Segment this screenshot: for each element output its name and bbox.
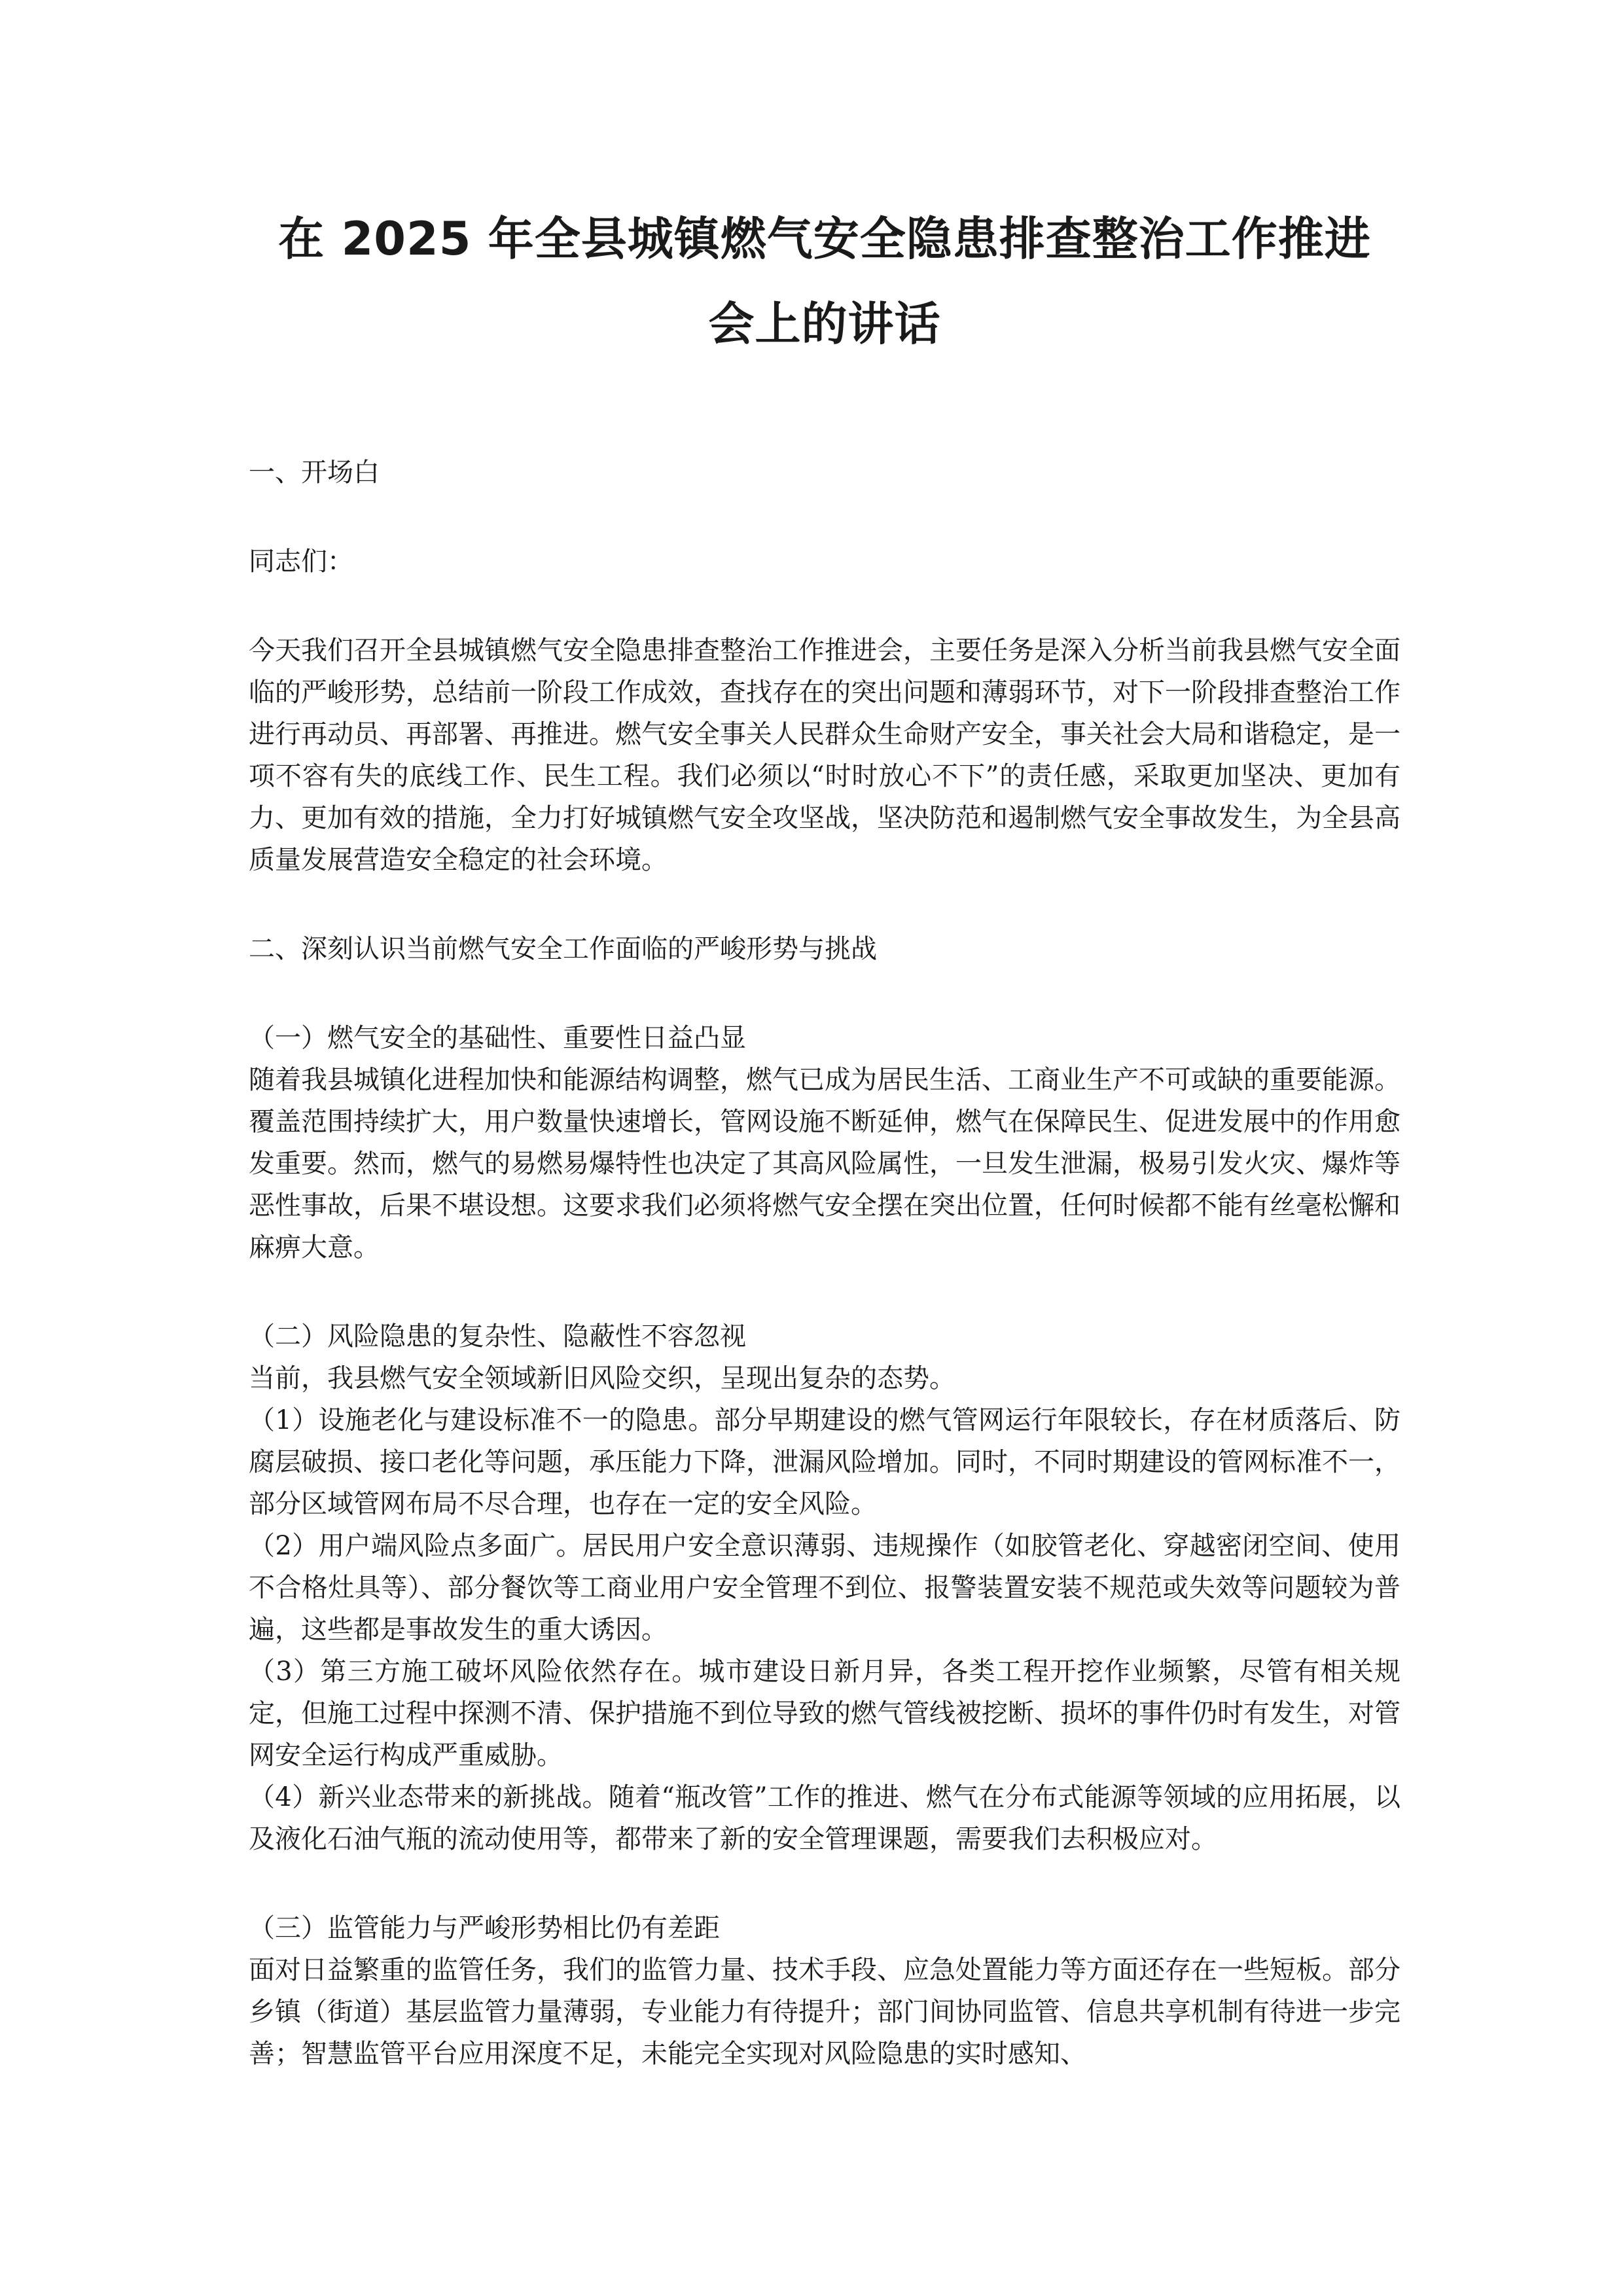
subsection-body: 随着我县城镇化进程加快和能源结构调整，燃气已成为居民生活、工商业生产不可或缺的重要能源。覆盖范围持续扩大，用户数量快速增长，管网设施不断延伸，燃气在保障民生、促进发展中的作用愈发重要。然而，燃气的易燃易爆特性也决定了其高风险属性，一旦发生泄漏，极易引发火灾、爆炸等恶性事故，后果不堪设想。这要求我们必须将燃气安全摆在突出位置，任何时候都不能有丝毫松懈和麻痹大意。 bbox=[249, 1065, 1400, 1263]
subsection-importance bbox=[249, 1017, 1400, 1268]
title-line-2: 会上的讲话 bbox=[708, 297, 941, 351]
section-heading-situation: 二、深刻认识当前燃气安全工作面临的严峻形势与挑战 bbox=[249, 934, 877, 964]
subsection-body: 面对日益繁重的监管任务，我们的监管力量、技术手段、应急处置能力等方面还存在一些短板。部分乡镇（街道）基层监管力量薄弱，专业能力有待提升；部门间协同监管、信息共享机制有待进一步完善；智慧监管平台应用深度不足，未能完全实现对风险隐患的实时感知、 bbox=[249, 1955, 1400, 2069]
document-title bbox=[249, 196, 1400, 367]
section-heading-opening: 一、开场白 bbox=[249, 457, 380, 488]
risk-item-new-challenges: （4）新兴业态带来的新挑战。随着“瓶改管”工作的推进、燃气在分布式能源等领域的应用拓展，以及液化石油气瓶的流动使用等，都带来了新的安全管理课题，需要我们去积极应对。 bbox=[249, 1782, 1400, 1854]
risk-item-third-party: （3）第三方施工破坏风险依然存在。城市建设日新月异，各类工程开挖作业频繁，尽管有相关规定，但施工过程中探测不清、保护措施不到位导致的燃气管线被挖断、损坏的事件仍时有发生，对管网安全运行构成严重威胁。 bbox=[249, 1657, 1400, 1770]
intro-paragraph: 今天我们召开全县城镇燃气安全隐患排查整治工作推进会，主要任务是深入分析当前我县燃气安全面临的严峻形势，总结前一阶段工作成效，查找存在的突出问题和薄弱环节，对下一阶段排查整治工作进行再动员、再部署、再推进。燃气安全事关人民群众生命财产安全，事关社会大局和谐稳定，是一项不容有失的底线工作、民生工程。我们必须以“时时放心不下”的责任感，采取更加坚决、更加有力、更加有效的措施，全力打好城镇燃气安全攻坚战，坚决防范和遏制燃气安全事故发生，为全县高质量发展营造安全稳定的社会环境。 bbox=[249, 636, 1400, 875]
subsection-heading: （一）燃气安全的基础性、重要性日益凸显 bbox=[249, 1023, 746, 1053]
subsection-supervision bbox=[249, 1907, 1400, 2075]
subsection-heading: （三）监管能力与严峻形势相比仍有差距 bbox=[249, 1913, 720, 1943]
risk-item-facilities: （1）设施老化与建设标准不一的隐患。部分早期建设的燃气管网运行年限较长，存在材质落后、防腐层破损、接口老化等问题，承压能力下降，泄漏风险增加。同时，不同时期建设的管网标准不一，部分区域管网布局不尽合理，也存在一定的安全风险。 bbox=[249, 1405, 1400, 1519]
subsection-risks bbox=[249, 1316, 1400, 1860]
subsection-heading: （二）风险隐患的复杂性、隐蔽性不容忽视 bbox=[249, 1321, 746, 1352]
title-line-1: 在 2025 年全县城镇燃气安全隐患排查整治工作推进 bbox=[278, 212, 1371, 266]
document-page bbox=[249, 196, 1400, 2075]
greeting: 同志们： bbox=[249, 547, 353, 577]
risk-item-users: （2）用户端风险点多面广。居民用户安全意识薄弱、违规操作（如胶管老化、穿越密闭空间、使用不合格灶具等）、部分餐饮等工商业用户安全管理不到位、报警装置安装不规范或失效等问题较为普遍，这些都是事故发生的重大诱因。 bbox=[249, 1531, 1400, 1645]
subsection-lead: 当前，我县燃气安全领域新旧风险交织，呈现出复杂的态势。 bbox=[249, 1363, 955, 1393]
